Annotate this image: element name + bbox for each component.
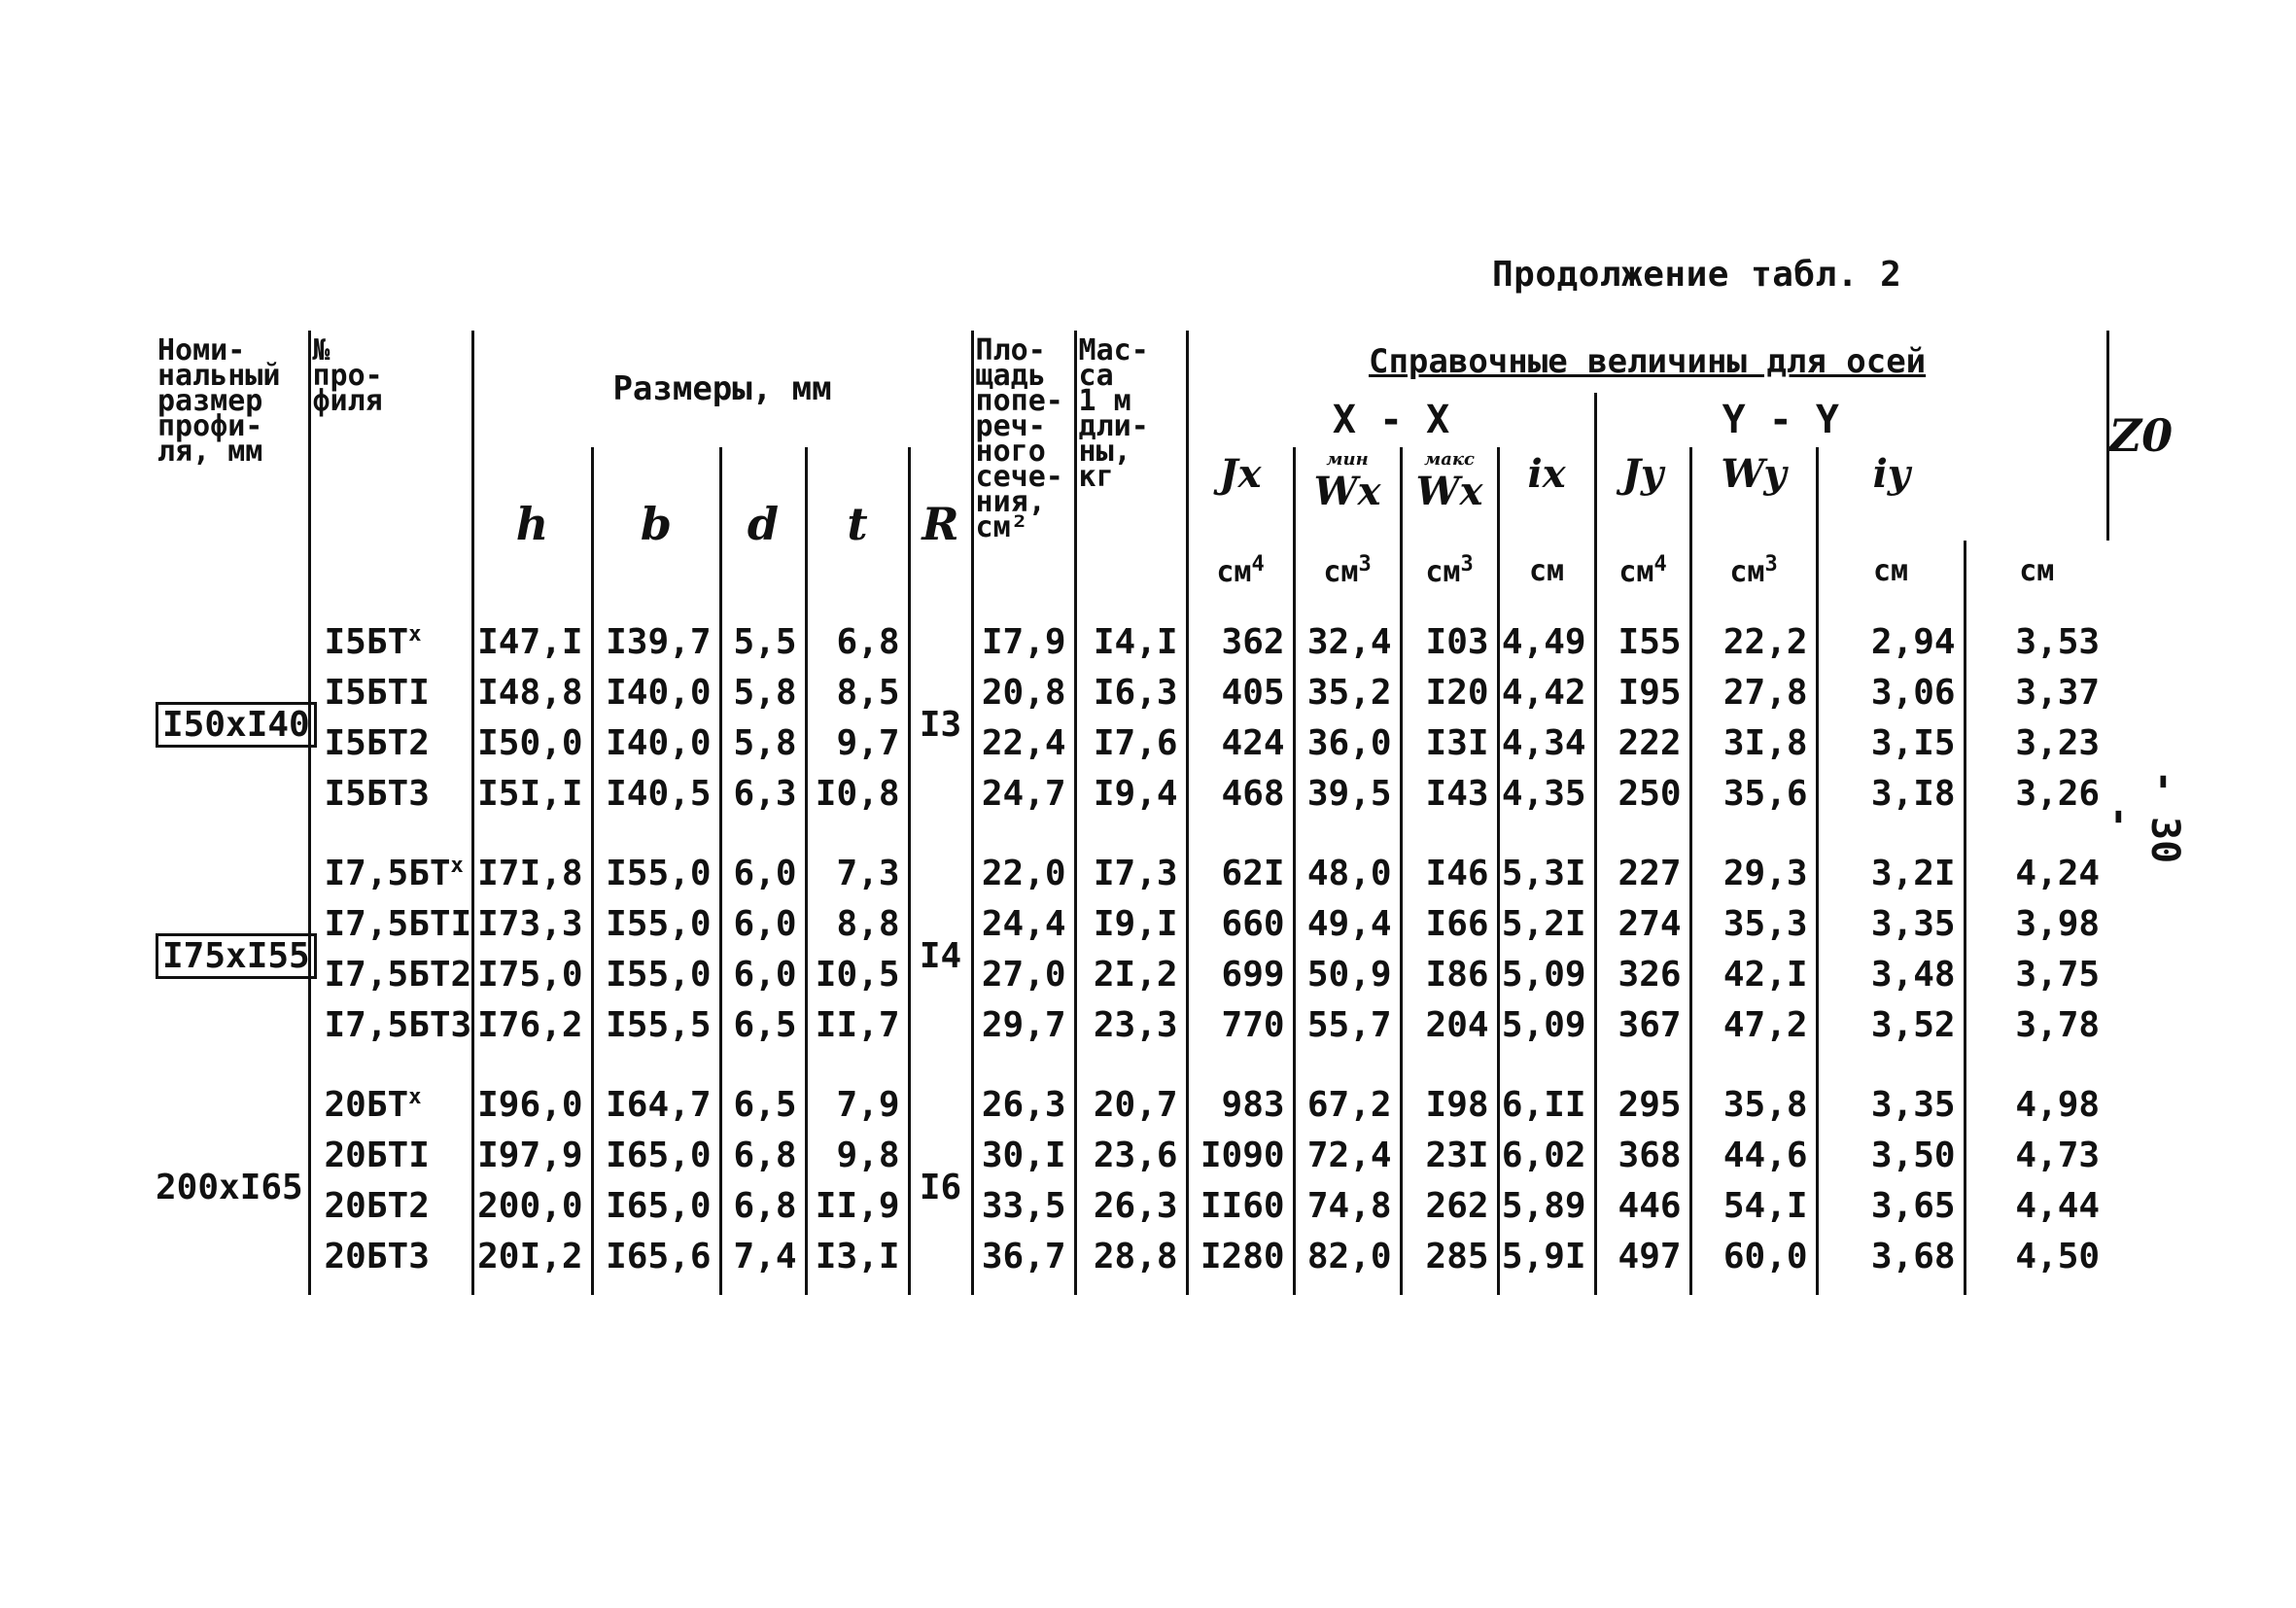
- table-row: [156, 832, 2107, 898]
- cell-wy: 27,8: [1690, 667, 1817, 717]
- cell-wy: 54,I: [1690, 1180, 1817, 1231]
- cell-h: I96,0: [472, 1064, 592, 1130]
- cell-jy: 227: [1595, 832, 1690, 898]
- cell-z0: 4,73: [1965, 1130, 2107, 1180]
- cell-jx: II60: [1187, 1180, 1294, 1231]
- cell-wy: 3I,8: [1690, 717, 1817, 768]
- cell-b: I40,0: [592, 717, 720, 768]
- cell-z0: 3,78: [1965, 999, 2107, 1064]
- radius-r: I4: [909, 832, 972, 1064]
- cell-b: I55,0: [592, 898, 720, 949]
- cell-jx: 405: [1187, 667, 1294, 717]
- cell-z0: 3,98: [1965, 898, 2107, 949]
- cell-area: 27,0: [972, 949, 1075, 999]
- cell-iy: 3,2I: [1817, 832, 1965, 898]
- unit-jy: $см^4$: [1595, 541, 1690, 601]
- profile-number: I7,5БТI: [309, 898, 472, 949]
- cell-z0: 4,98: [1965, 1064, 2107, 1130]
- cell-d: 6,0: [720, 949, 806, 999]
- cell-wxmin: 72,4: [1294, 1130, 1401, 1180]
- cell-h: I7I,8: [472, 832, 592, 898]
- cell-jy: 497: [1595, 1231, 1690, 1295]
- cell-ix: 5,9I: [1498, 1231, 1595, 1295]
- cell-t: 6,8: [806, 601, 909, 667]
- table-row: [156, 717, 2107, 768]
- cell-mass: I9,I: [1075, 898, 1187, 949]
- cell-jx: 424: [1187, 717, 1294, 768]
- table-row: [156, 949, 2107, 999]
- cell-h: I73,3: [472, 898, 592, 949]
- cell-mass: I4,I: [1075, 601, 1187, 667]
- cell-area: 20,8: [972, 667, 1075, 717]
- table-body: [156, 601, 2107, 1295]
- header-area: Пло- щадь попе- реч- ного сече- ния, см²: [972, 331, 1075, 601]
- radius-r: I3: [909, 601, 972, 832]
- profiles-table: Номи- нальный размер профи- ля, мм № про- филя Размеры, мм Пло- щадь попе- реч- ного сече- ния, см² Мас- са 1 м дли- ны, кг Справочные величины для осей Z0 X - X Y - Y h b d t R Jx мин Wx макс Wx ix Jy Wy iy $см^4$ $см^3$ $см^3$ см $см^4$ $см^3$ см см I50xI40 $I5БТ^x$ I47,I I39,7 5,5 6,8 I3 I7,9 I4,I 362 32,4 I03 4,49 I55 22,2 2,94 3,53 I5БТI I48,8 I40,0 5,8 8,5 20,8 I6,3 405 35,2 I20 4,42 I95 27,8 3,06 3,37 I5БТ2 I50,0 I40,0 5,8 9,7 22,4 I7,6 424 36,0 I3I 4,34 222 3I,8 3,I5 3,23 I5БТ3 I5I,I I40,5 6,3 I0,8 24,7 I9,4 468 39,5 I43 4,35 250 35,6 3,I8 3,26 I75xI55 $I7,5БТ^x$ I7I,8 I55,0 6,0 7,3 I4 22,0 I7,3 62I 48,0 I46 5,3I 227 29,3 3,2I 4,24 I7,5БТI I73,3 I55,0 6,0 8,8 24,4 I9,I 660 49,4 I66 5,2I 274 35,3 3,35 3,98 I7,5БТ2 I75,0 I55,0 6,0 I0,5 27,0 2I,2 699 50,9 I86 5,09 326 42,I 3,48 3,75 I7,5БТ3 I76,2 I55,5 6,5 II,7 29,7 23,3 770 55,7 204 5,09 367 47,2 3,52 3,78 200xI65 $20БТ^x$ I96,0 I64,7 6,5 7,9 I6 26,3 20,7 983 67,2 I98 6,II 295 35,8 3,35 4,98 20БТI I97,9 I65,0 6,8 9,8 30,I 23,6 I090 72,4 23I 6,02 368 44,6 3,50 4,73 20БТ2 200,0 I65,0 6,8 II,9 33,5 26,3 II60 74,8 262 5,89 446 54,I 3,65 4,44 20БТ3 20I,2 I65,6 7,4 I3,I 36,7 28,8 I280 82,0 285 5,9I 497 60,0 3,68 4,50: [156, 331, 2107, 1295]
- cell-jy: I95: [1595, 667, 1690, 717]
- header-jx: Jx: [1187, 447, 1294, 541]
- cell-iy: 3,68: [1817, 1231, 1965, 1295]
- profile-number: $I5БТ^x$: [309, 601, 472, 667]
- profile-number: 20БТ3: [309, 1231, 472, 1295]
- cell-mass: 20,7: [1075, 1064, 1187, 1130]
- cell-mass: I7,3: [1075, 832, 1187, 898]
- cell-mass: I6,3: [1075, 667, 1187, 717]
- cell-iy: 3,06: [1817, 667, 1965, 717]
- cell-d: 5,8: [720, 667, 806, 717]
- cell-jy: I55: [1595, 601, 1690, 667]
- nominal-size: I50xI40: [156, 702, 317, 748]
- cell-wxmin: 67,2: [1294, 1064, 1401, 1130]
- profile-number: I5БТI: [309, 667, 472, 717]
- cell-iy: 3,65: [1817, 1180, 1965, 1231]
- cell-area: 33,5: [972, 1180, 1075, 1231]
- cell-t: II,9: [806, 1180, 909, 1231]
- table-row: [156, 999, 2107, 1064]
- cell-wxmax: I20: [1401, 667, 1498, 717]
- unit-wx-min: $см^3$: [1294, 541, 1401, 601]
- cell-ix: 5,09: [1498, 999, 1595, 1064]
- cell-b: I65,6: [592, 1231, 720, 1295]
- cell-z0: 3,37: [1965, 667, 2107, 717]
- cell-jy: 274: [1595, 898, 1690, 949]
- cell-t: 8,5: [806, 667, 909, 717]
- cell-mass: 23,3: [1075, 999, 1187, 1064]
- profile-number: I7,5БТ3: [309, 999, 472, 1064]
- cell-d: 6,8: [720, 1130, 806, 1180]
- cell-d: 5,8: [720, 717, 806, 768]
- cell-d: 6,5: [720, 999, 806, 1064]
- nominal-size-cell: [156, 601, 309, 832]
- cell-wxmin: 35,2: [1294, 667, 1401, 717]
- cell-z0: 3,53: [1965, 601, 2107, 667]
- table-row: [156, 1180, 2107, 1231]
- cell-jx: 660: [1187, 898, 1294, 949]
- cell-mass: 26,3: [1075, 1180, 1187, 1231]
- cell-area: 29,7: [972, 999, 1075, 1064]
- header-mass: Мас- са 1 м дли- ны, кг: [1075, 331, 1187, 601]
- cell-wxmin: 74,8: [1294, 1180, 1401, 1231]
- profile-number: $20БТ^x$: [309, 1064, 472, 1130]
- header-b: b: [592, 447, 720, 601]
- cell-jy: 368: [1595, 1130, 1690, 1180]
- header-wx-max: макс Wx: [1401, 447, 1498, 541]
- cell-wxmax: 285: [1401, 1231, 1498, 1295]
- cell-wy: 35,3: [1690, 898, 1817, 949]
- table-row: [156, 898, 2107, 949]
- cell-jx: I280: [1187, 1231, 1294, 1295]
- cell-area: 22,0: [972, 832, 1075, 898]
- table-row: [156, 1231, 2107, 1295]
- table-row: [156, 601, 2107, 667]
- header-wy: Wy: [1690, 447, 1817, 541]
- cell-h: I76,2: [472, 999, 592, 1064]
- cell-ix: 4,49: [1498, 601, 1595, 667]
- cell-iy: 3,52: [1817, 999, 1965, 1064]
- cell-wxmax: 23I: [1401, 1130, 1498, 1180]
- cell-iy: 3,35: [1817, 1064, 1965, 1130]
- cell-t: I0,5: [806, 949, 909, 999]
- cell-b: I40,0: [592, 667, 720, 717]
- unit-ix: см: [1498, 541, 1595, 601]
- cell-d: 6,0: [720, 898, 806, 949]
- cell-area: I7,9: [972, 601, 1075, 667]
- header-d: d: [720, 447, 806, 601]
- cell-d: 6,5: [720, 1064, 806, 1130]
- cell-h: I47,I: [472, 601, 592, 667]
- cell-ix: 5,89: [1498, 1180, 1595, 1231]
- cell-ix: 6,02: [1498, 1130, 1595, 1180]
- cell-t: I0,8: [806, 768, 909, 832]
- profile-number: I7,5БТ2: [309, 949, 472, 999]
- cell-area: 22,4: [972, 717, 1075, 768]
- cell-wxmax: I86: [1401, 949, 1498, 999]
- cell-area: 24,7: [972, 768, 1075, 832]
- unit-wx-max: $см^3$: [1401, 541, 1498, 601]
- cell-ix: 4,42: [1498, 667, 1595, 717]
- cell-d: 6,8: [720, 1180, 806, 1231]
- cell-mass: I9,4: [1075, 768, 1187, 832]
- profile-number: 20БТI: [309, 1130, 472, 1180]
- cell-d: 6,0: [720, 832, 806, 898]
- cell-wy: 44,6: [1690, 1130, 1817, 1180]
- nominal-size-cell: [156, 1064, 309, 1295]
- profile-number: I5БТ2: [309, 717, 472, 768]
- cell-ix: 6,II: [1498, 1064, 1595, 1130]
- header-dimensions: Размеры, мм: [472, 331, 972, 447]
- cell-b: I64,7: [592, 1064, 720, 1130]
- cell-jy: 446: [1595, 1180, 1690, 1231]
- cell-wy: 22,2: [1690, 601, 1817, 667]
- header-profile-number: № про- филя: [309, 331, 472, 601]
- header-reference-values: Справочные величины для осей: [1187, 331, 2107, 393]
- cell-z0: 3,26: [1965, 768, 2107, 832]
- table-row: [156, 1064, 2107, 1130]
- cell-t: 8,8: [806, 898, 909, 949]
- cell-b: I65,0: [592, 1130, 720, 1180]
- cell-wy: 60,0: [1690, 1231, 1817, 1295]
- cell-b: I40,5: [592, 768, 720, 832]
- cell-wxmin: 32,4: [1294, 601, 1401, 667]
- cell-ix: 5,09: [1498, 949, 1595, 999]
- cell-wy: 35,6: [1690, 768, 1817, 832]
- profile-number: 20БТ2: [309, 1180, 472, 1231]
- cell-wxmax: I66: [1401, 898, 1498, 949]
- cell-wxmin: 50,9: [1294, 949, 1401, 999]
- header-axis-x: X - X: [1187, 393, 1595, 447]
- cell-mass: 28,8: [1075, 1231, 1187, 1295]
- cell-jx: 362: [1187, 601, 1294, 667]
- cell-b: I39,7: [592, 601, 720, 667]
- cell-jy: 222: [1595, 717, 1690, 768]
- cell-b: I65,0: [592, 1180, 720, 1231]
- header-iy: iy: [1817, 447, 1965, 541]
- cell-jx: 770: [1187, 999, 1294, 1064]
- cell-h: I48,8: [472, 667, 592, 717]
- cell-t: 7,9: [806, 1064, 909, 1130]
- cell-mass: 23,6: [1075, 1130, 1187, 1180]
- cell-h: I5I,I: [472, 768, 592, 832]
- cell-wxmin: 49,4: [1294, 898, 1401, 949]
- cell-jx: I090: [1187, 1130, 1294, 1180]
- header-h: h: [472, 447, 592, 601]
- cell-mass: I7,6: [1075, 717, 1187, 768]
- cell-z0: 4,24: [1965, 832, 2107, 898]
- cell-jx: 62I: [1187, 832, 1294, 898]
- cell-b: I55,0: [592, 949, 720, 999]
- cell-wxmin: 55,7: [1294, 999, 1401, 1064]
- cell-z0: 3,75: [1965, 949, 2107, 999]
- header-nominal-size: Номи- нальный размер профи- ля, мм: [157, 333, 281, 469]
- cell-wxmax: I3I: [1401, 717, 1498, 768]
- cell-iy: 3,I8: [1817, 768, 1965, 832]
- cell-wxmax: 204: [1401, 999, 1498, 1064]
- nominal-size-cell: [156, 832, 309, 1064]
- header-t: t: [806, 447, 909, 601]
- cell-h: I50,0: [472, 717, 592, 768]
- cell-ix: 5,2I: [1498, 898, 1595, 949]
- unit-iy: см: [1817, 541, 1965, 601]
- table-caption: Продолжение табл. 2: [1492, 255, 1902, 295]
- cell-d: 6,3: [720, 768, 806, 832]
- cell-ix: 4,34: [1498, 717, 1595, 768]
- unit-jx: $см^4$: [1187, 541, 1294, 601]
- cell-b: I55,5: [592, 999, 720, 1064]
- table-row: [156, 768, 2107, 832]
- cell-wxmax: I03: [1401, 601, 1498, 667]
- cell-h: 20I,2: [472, 1231, 592, 1295]
- nominal-size: 200xI65: [156, 1167, 303, 1207]
- unit-wy: $см^3$: [1690, 541, 1817, 601]
- cell-area: 30,I: [972, 1130, 1075, 1180]
- cell-wxmax: I43: [1401, 768, 1498, 832]
- cell-jy: 295: [1595, 1064, 1690, 1130]
- profile-number: $I7,5БТ^x$: [309, 832, 472, 898]
- cell-wxmax: I46: [1401, 832, 1498, 898]
- cell-iy: 3,50: [1817, 1130, 1965, 1180]
- cell-ix: 4,35: [1498, 768, 1595, 832]
- cell-iy: 3,48: [1817, 949, 1965, 999]
- cell-mass: 2I,2: [1075, 949, 1187, 999]
- table-row: [156, 667, 2107, 717]
- table-row: [156, 1130, 2107, 1180]
- cell-iy: 3,35: [1817, 898, 1965, 949]
- cell-z0: 4,44: [1965, 1180, 2107, 1231]
- header-wx-min: мин Wx: [1294, 447, 1401, 541]
- cell-wy: 29,3: [1690, 832, 1817, 898]
- cell-area: 26,3: [972, 1064, 1075, 1130]
- cell-d: 5,5: [720, 601, 806, 667]
- cell-d: 7,4: [720, 1231, 806, 1295]
- cell-jx: 983: [1187, 1064, 1294, 1130]
- cell-h: I97,9: [472, 1130, 592, 1180]
- cell-z0: 4,50: [1965, 1231, 2107, 1295]
- header-ix: ix: [1498, 447, 1595, 541]
- cell-t: 9,7: [806, 717, 909, 768]
- cell-z0: 3,23: [1965, 717, 2107, 768]
- cell-wxmax: I98: [1401, 1064, 1498, 1130]
- cell-wxmin: 36,0: [1294, 717, 1401, 768]
- header-jy: Jy: [1595, 447, 1690, 541]
- cell-iy: 2,94: [1817, 601, 1965, 667]
- cell-wxmin: 82,0: [1294, 1231, 1401, 1295]
- page-number: - 30 -: [2098, 769, 2187, 864]
- cell-t: 7,3: [806, 832, 909, 898]
- cell-wy: 42,I: [1690, 949, 1817, 999]
- profile-number: I5БТ3: [309, 768, 472, 832]
- radius-r: I6: [909, 1064, 972, 1295]
- cell-t: I3,I: [806, 1231, 909, 1295]
- cell-t: 9,8: [806, 1130, 909, 1180]
- cell-jy: 367: [1595, 999, 1690, 1064]
- cell-ix: 5,3I: [1498, 832, 1595, 898]
- cell-wy: 47,2: [1690, 999, 1817, 1064]
- nominal-size: I75xI55: [156, 933, 317, 979]
- cell-iy: 3,I5: [1817, 717, 1965, 768]
- cell-jy: 250: [1595, 768, 1690, 832]
- cell-area: 24,4: [972, 898, 1075, 949]
- header-r: R: [909, 447, 972, 601]
- cell-area: 36,7: [972, 1231, 1075, 1295]
- cell-wxmin: 39,5: [1294, 768, 1401, 832]
- cell-wy: 35,8: [1690, 1064, 1817, 1130]
- unit-z0: см: [1965, 541, 2107, 601]
- header-axis-y: Y - Y: [1595, 393, 1965, 447]
- cell-t: II,7: [806, 999, 909, 1064]
- cell-b: I55,0: [592, 832, 720, 898]
- cell-jx: 699: [1187, 949, 1294, 999]
- cell-jy: 326: [1595, 949, 1690, 999]
- cell-h: I75,0: [472, 949, 592, 999]
- cell-wxmin: 48,0: [1294, 832, 1401, 898]
- cell-jx: 468: [1187, 768, 1294, 832]
- cell-wxmax: 262: [1401, 1180, 1498, 1231]
- cell-h: 200,0: [472, 1180, 592, 1231]
